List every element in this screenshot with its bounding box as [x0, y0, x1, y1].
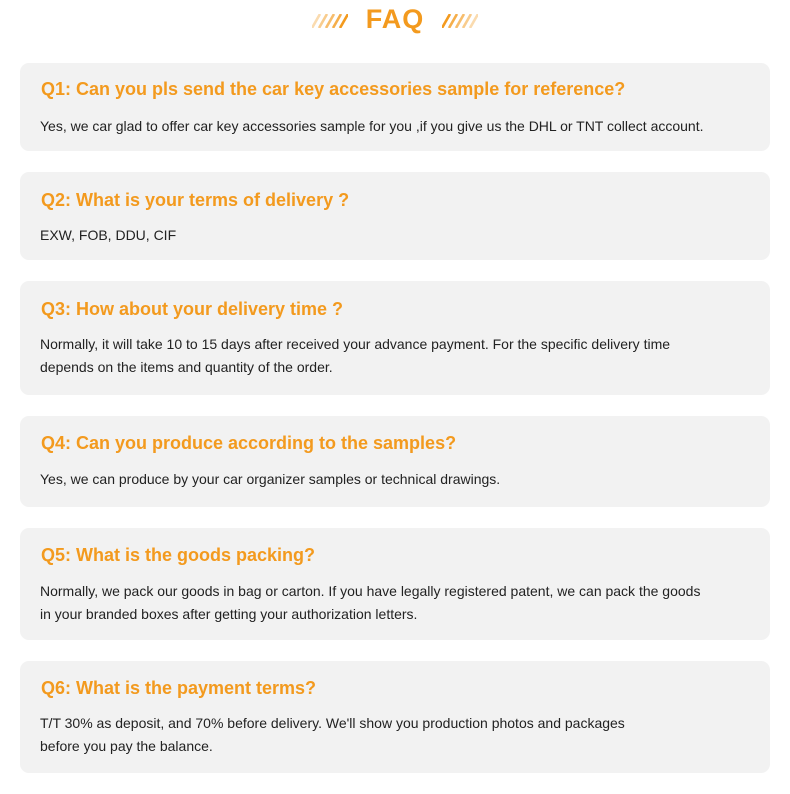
diagonal-stripes-icon [442, 14, 478, 28]
faq-header [0, 0, 790, 46]
faq-card-q6 [20, 661, 770, 773]
faq-question: Q1: Can you pls send the car key accessories sample for reference? [41, 79, 626, 99]
faq-card-q1 [20, 63, 770, 151]
faq-answer-line: in your branded boxes after getting your authorization letters. [40, 606, 418, 622]
faq-answer-line: EXW, FOB, DDU, CIF [40, 227, 177, 243]
faq-question: Q4: Can you produce according to the samples? [41, 433, 457, 453]
page-title: FAQ [365, 4, 425, 34]
faq-answer-line: Yes, we can produce by your car organizer samples or technical drawings. [40, 471, 501, 487]
faq-answer-line: Normally, it will take 10 to 15 days after received your advance payment. For the specific delivery time [40, 336, 671, 352]
faq-answer-line: Normally, we pack our goods in bag or carton. If you have legally registered patent, we can pack the goods [40, 583, 701, 599]
faq-card-q5 [20, 528, 770, 640]
faq-question: Q2: What is your terms of delivery ? [41, 190, 350, 210]
faq-question: Q5: What is the goods packing? [41, 545, 316, 565]
faq-answer-line: Yes, we car glad to offer car key accessories sample for you ,if you give us the DHL or TNT collect account. [40, 118, 704, 134]
faq-answer-line: depends on the items and quantity of the order. [40, 359, 333, 375]
faq-answer-line: before you pay the balance. [40, 738, 213, 754]
faq-card-q4 [20, 416, 770, 507]
faq-card-q3 [20, 281, 770, 395]
faq-question: Q6: What is the payment terms? [41, 678, 317, 698]
faq-answer-line: T/T 30% as deposit, and 70% before delivery. We'll show you production photos and packages [40, 715, 625, 731]
faq-card-q2 [20, 172, 770, 260]
faq-question: Q3: How about your delivery time ? [41, 299, 344, 319]
